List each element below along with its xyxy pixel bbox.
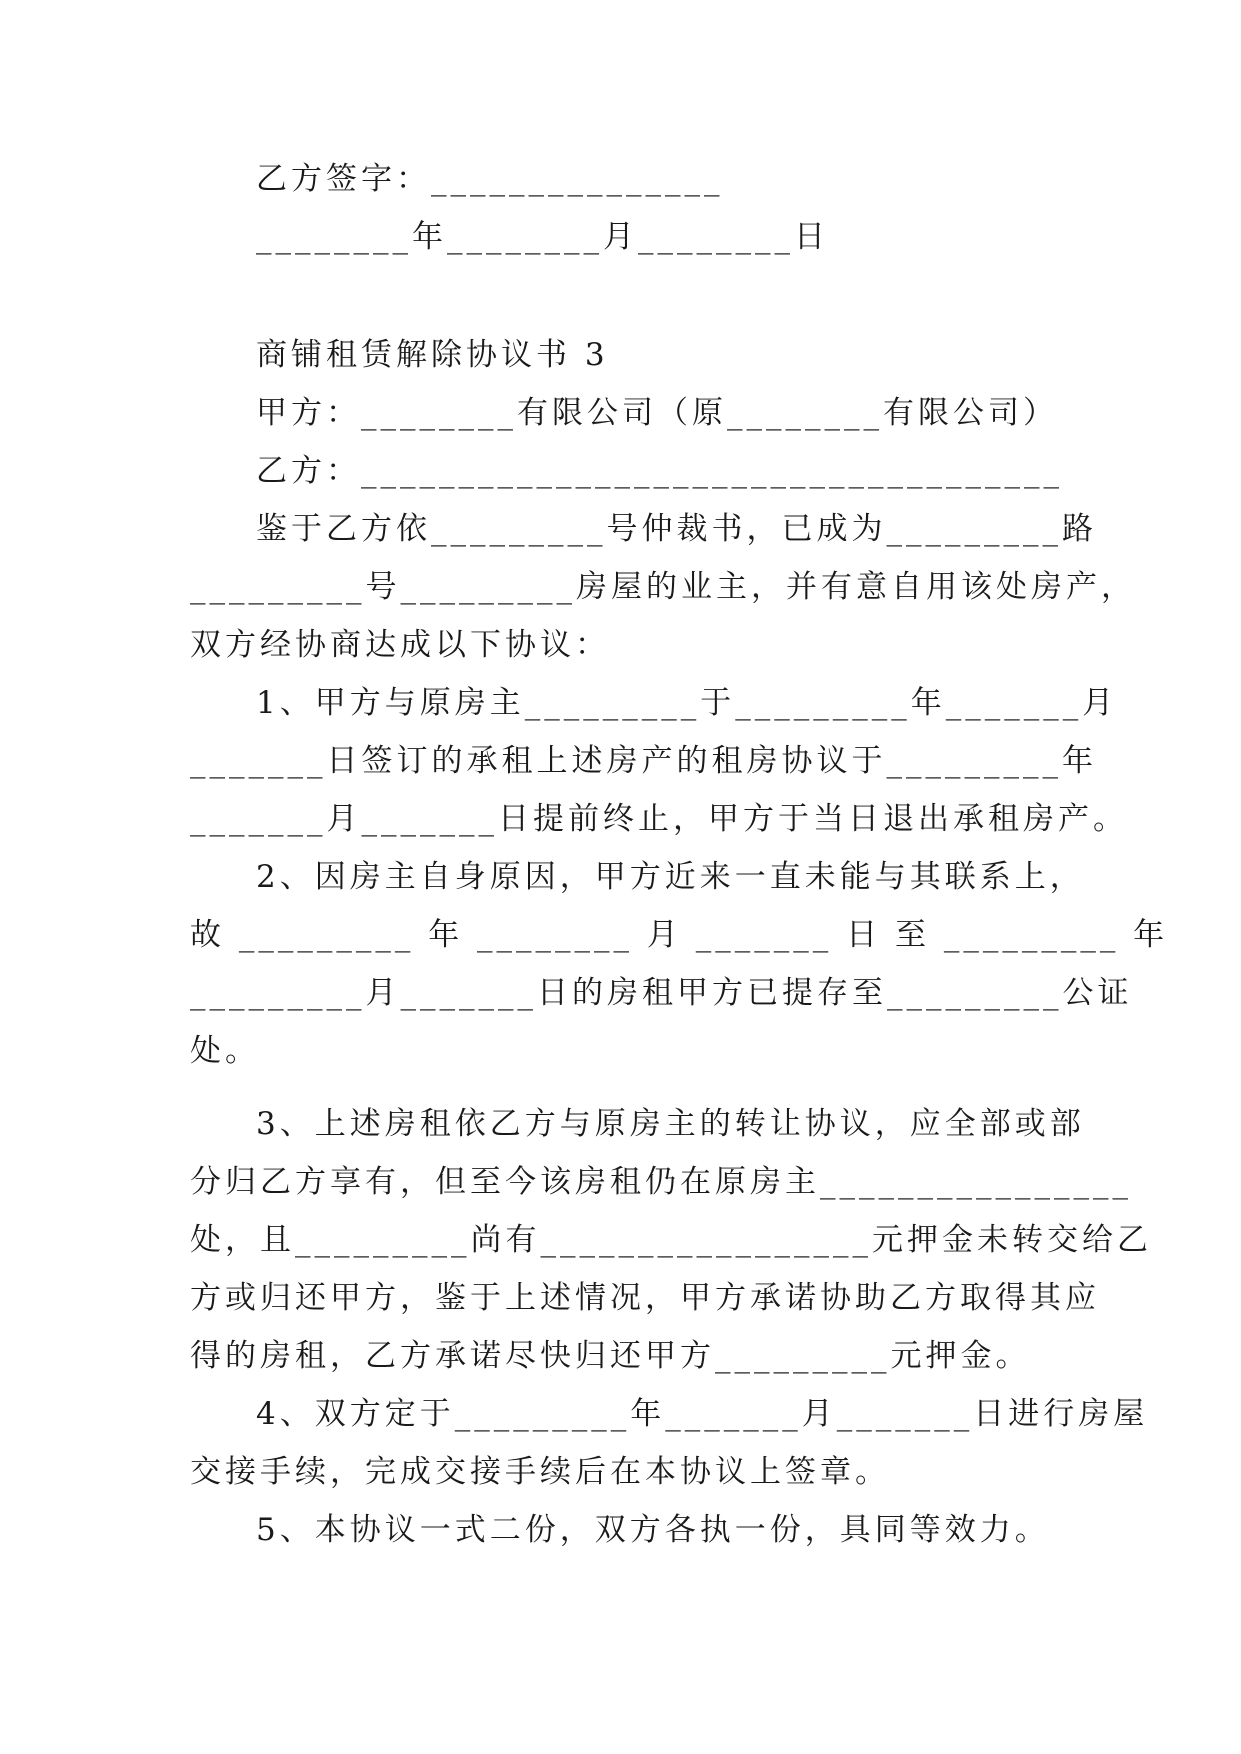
clause-2-line-1: 2、因房主自身原因，甲方近来一直未能与其联系上，	[256, 859, 1085, 895]
clause-3-line-1: 3、上述房租依乙方与原房主的转让协议，应全部或部	[256, 1106, 1085, 1142]
signature-block	[190, 150, 1050, 266]
clause-4-line-1: 4、双方定于_________年_______月_______日进行房屋	[256, 1396, 1149, 1432]
clause-3-line-2: 分归乙方享有，但至今该房租仍在原房主________________	[190, 1164, 1132, 1200]
clause-2-line-4: 处。	[190, 1033, 260, 1069]
preamble-line-3: 双方经协商达成以下协议：	[190, 627, 610, 663]
clause-3-line-4: 方或归还甲方，鉴于上述情况，甲方承诺协助乙方取得其应	[190, 1280, 1100, 1316]
clause-4-line-2: 交接手续，完成交接手续后在本协议上签章。	[190, 1454, 890, 1490]
clause-1-line-1: 1、甲方与原房主_________于_________年_______月	[256, 685, 1118, 721]
clause-2-line-2: 故 _________ 年 ________ 月 _______ 日 至 _________ 年	[190, 917, 1169, 953]
clause-1-line-2: _______日签订的承租上述房产的租房协议于_________年	[190, 743, 1097, 779]
document-page	[190, 150, 1169, 1559]
clause-3-line-5: 得的房租，乙方承诺尽快归还甲方_________元押金。	[190, 1338, 1031, 1374]
signature-date-line: ________年________月________日	[256, 219, 829, 255]
document-title: 商铺租赁解除协议书 3	[256, 337, 609, 373]
party-b-signature-line: 乙方签字：_______________	[256, 161, 724, 197]
preamble-line-1: 鉴于乙方依_________号仲裁书，已成为_________路	[256, 511, 1097, 547]
clause-3-line-3: 处，且_________尚有_________________元押金未转交给乙	[190, 1222, 1152, 1258]
preamble-line-2: _________号_________房屋的业主，并有意自用该处房产，	[190, 569, 1136, 605]
clause-5-line-1: 5、本协议一式二份，双方各执一份，具同等效力。	[256, 1512, 1050, 1548]
party-b-line: 乙方：____________________________________	[256, 453, 1063, 489]
clause-1-line-3: _______月_______日提前终止，甲方于当日退出承租房产。	[190, 801, 1128, 837]
party-a-line: 甲方：________有限公司（原________有限公司）	[256, 395, 1058, 431]
agreement-body	[190, 500, 1169, 1559]
agreement-header	[190, 326, 1063, 500]
clause-2-line-3: _________月_______日的房租甲方已提存至_________公证	[190, 975, 1133, 1011]
